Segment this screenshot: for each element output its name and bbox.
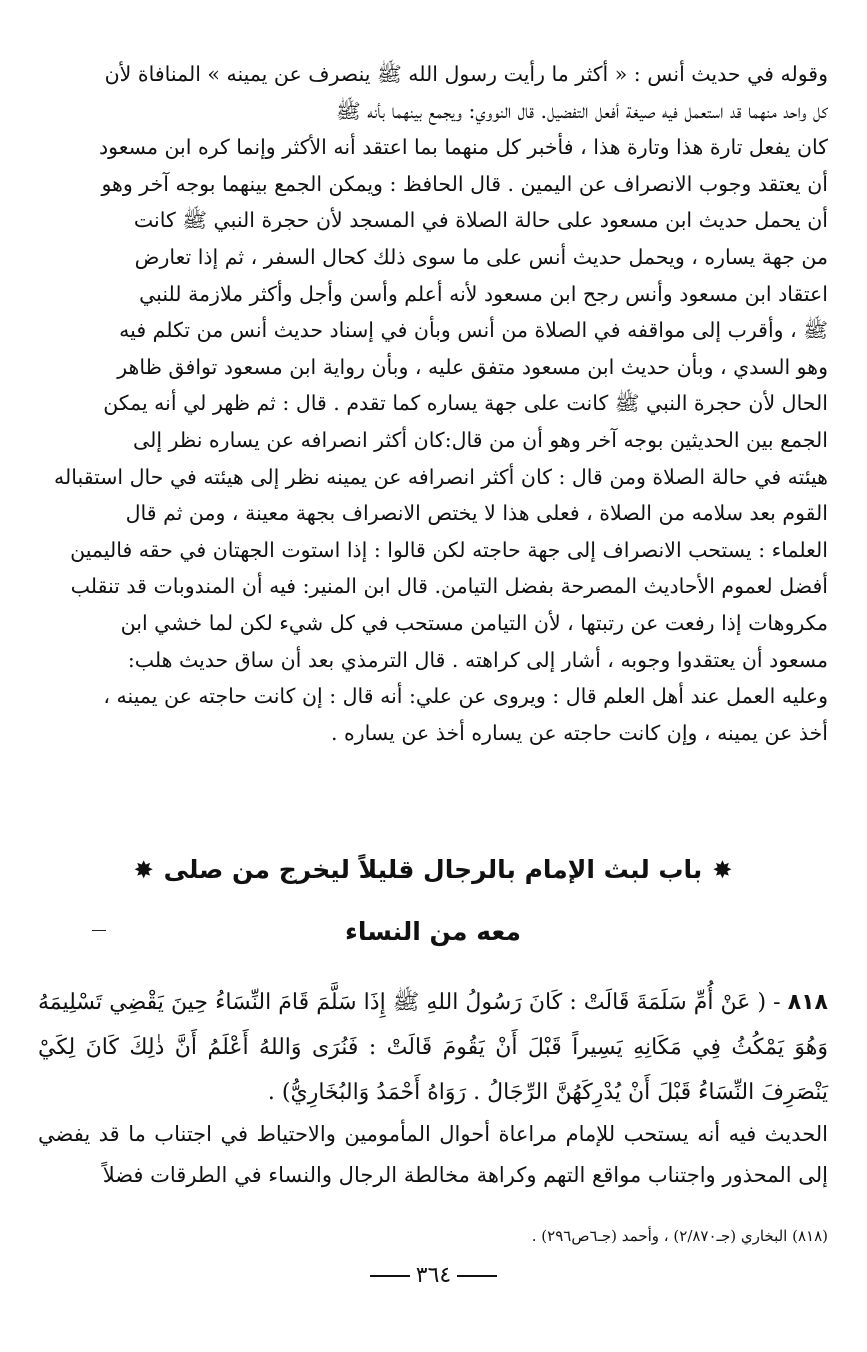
commentary-line: ﷺ ، وأقرب إلى مواقفه في الصلاة من أنس وبأن في إسناد حديث أنس من تكلم فيه xyxy=(119,318,828,343)
chapter-title-line1: باب لبث الإمام بالرجال قليلاً ليخرج من صلى xyxy=(163,855,703,884)
commentary-line: مكروهات إذا رفعت عن رتبتها ، لأن التيامن مستحب في كل شيء لكن لما خشي ابن xyxy=(120,610,828,635)
commentary-line: وعليه العمل عند أهل العلم قال : ويروى عن علي: أنه قال : إن كانت حاجته عن يمينه ، xyxy=(103,684,828,709)
stray-mark xyxy=(92,930,106,931)
page-dash-right xyxy=(457,1275,497,1277)
commentary-line: أن يحمل حديث ابن مسعود على حالة الصلاة في المسجد لأن حجرة النبي ﷺ كانت xyxy=(133,208,828,233)
commentary-line: الجمع بين الحديثين بوجه آخر وهو أن من قال:كان أكثر انصرافه عن يساره نظر إلى xyxy=(133,427,828,452)
commentary-line: اعتقاد ابن مسعود وأنس رجح ابن مسعود لأنه أعلم وأسن وأجل وأكثر ملازمة للنبي xyxy=(139,281,828,306)
hadith-text xyxy=(38,980,828,1115)
commentary-line: أخذ عن يمينه ، وإن كانت حاجته عن يساره أخذ عن يساره . xyxy=(330,720,828,745)
commentary-block xyxy=(38,56,828,751)
commentary-line: من جهة يساره ، ويحمل حديث أنس على ما سوى ذلك كحال السفر ، ثم إذا تعارض xyxy=(134,244,828,269)
chapter-title-line2: معه من النساء xyxy=(345,917,521,946)
commentary-line: أفضل لعموم الأحاديث المصرحة بفضل التيامن. قال ابن المنير: فيه أن المندوبات قد تنقلب xyxy=(70,574,828,599)
commentary-line: أن يعتقد وجوب الانصراف عن اليمين . قال الحافظ : ويمكن الجمع بينهما بوجه آخر وهو xyxy=(101,171,828,196)
chapter-subtitle xyxy=(38,917,828,946)
commentary-line: العلماء : يستحب الانصراف إلى جهة حاجته لكن قالوا : إذا استوت الجهتان في حقه فاليمين xyxy=(70,537,828,562)
page-dash-left xyxy=(370,1275,410,1277)
commentary-line: وهو السدي ، وبأن حديث ابن مسعود متفق عليه ، وبأن رواية ابن مسعود توافق ظاهر xyxy=(117,354,828,379)
hadith-number: ٨١٨ xyxy=(787,990,828,1015)
commentary-line: الحال لأن حجرة النبي ﷺ كانت على جهة يساره كما تقدم . قال : ثم ظهر لي أنه يمكن xyxy=(103,391,828,416)
hadith-body: - ( عَنْ أُمِّ سَلَمَةَ قَالَتْ : كَانَ رَسُولُ اللهِ ﷺ إِذَا سَلَّمَ قَامَ النِّسَاءُ حِينَ يَقْضِي تَسْلِيمَهُ وَهُوَ يَمْكُثُ فِي مَكَانِهِ يَسِيراً قَبْلَ أَنْ يَقُومَ قَالَتْ : فَنُرَى وَاللهُ أَعْلَمُ أَنَّ ذٰلِكَ كَانَ لِكَيْ يَنْصَرِفَ النِّسَاءُ قَبْلَ أَنْ يُدْرِكَهُنَّ الرِّجَالُ . رَوَاهُ أَحْمَدُ وَالبُخَارِيُّ) . xyxy=(38,990,828,1105)
commentary-line: هيئته في حالة الصلاة ومن قال : كان أكثر انصرافه عن يمينه نظر إلى هيئته في حال استقباله xyxy=(54,464,828,489)
commentary-line: مسعود أن يعتقدوا وجوبه ، أشار إلى كراهته . قال الترمذي بعد أن ساق حديث هلب: xyxy=(127,647,828,672)
commentary-line: كل واحد منهما قد استعمل فيه صيغة أفعل التفضيل. قال النووي: ويجمع بينهما بأنه ﷺ xyxy=(336,98,828,123)
explanation-paragraph: الحديث فيه أنه يستحب للإمام مراعاة أحوال المأمومين والاحتياط في اجتناب ما قد يفضي إلى المحذور واجتناب مواقع التهم وكراهة مخالطة الرجال والنساء في الطرقات فضلاً xyxy=(38,1122,828,1187)
page-number-text: ٣٦٤ xyxy=(415,1263,452,1288)
commentary-line: القوم بعد سلامه من الصلاة ، فعلى هذا لا يختص الانصراف بجهة معينة ، ومن ثم قال xyxy=(125,501,828,526)
page-number xyxy=(0,1263,867,1288)
commentary-line: كان يفعل تارة هذا وتارة هذا ، فأخبر كل منهما بما اعتقد أنه الأكثر وإنما كره ابن مسعود xyxy=(99,135,828,160)
star-ornament-icon: ✸ xyxy=(712,856,733,884)
chapter-title xyxy=(38,855,828,884)
star-ornament-icon: ✸ xyxy=(133,856,154,884)
commentary-line: وقوله في حديث أنس : « أكثر ما رأيت رسول الله ﷺ ينصرف عن يمينه » المنافاة لأن xyxy=(104,62,828,86)
footnote: (٨١٨) البخاري (جـ٢/٨٧٠) ، وأحمد (جـ٦ص٢٩٦) . xyxy=(531,1227,828,1245)
